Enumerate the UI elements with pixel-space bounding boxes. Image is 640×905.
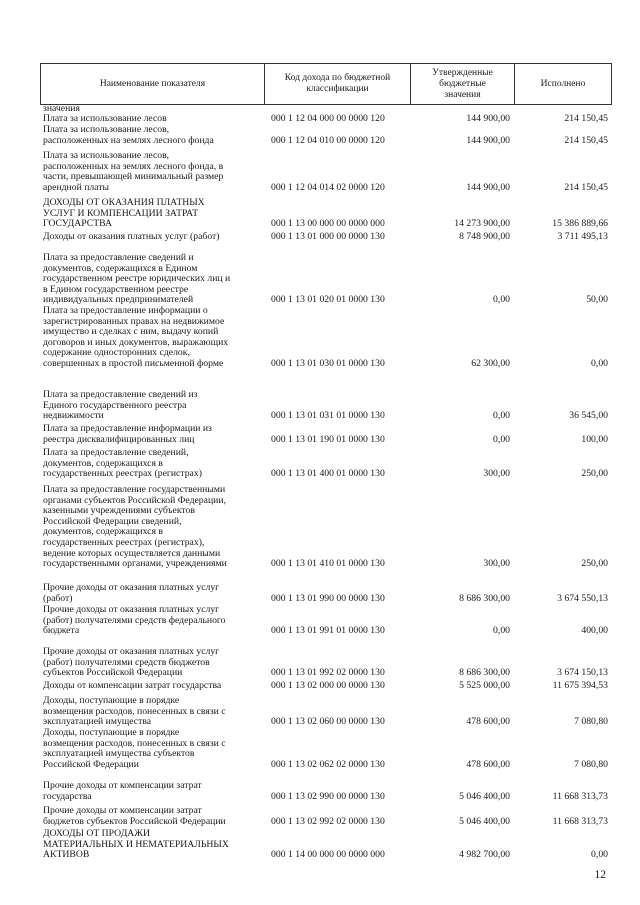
table-row: [0, 681, 640, 692]
row-executed: 214 150,45: [564, 134, 608, 146]
row-approved: 4 982 700,00: [459, 849, 510, 861]
row-name: Доходы от компенсации затрат государства: [43, 680, 222, 691]
table-row: [0, 696, 640, 728]
row-code: 000 1 13 01 031 01 0000 130: [271, 410, 385, 422]
row-code: 000 1 12 04 010 00 0000 120: [271, 134, 385, 146]
row-approved: 62 300,00: [471, 358, 510, 369]
header-code: Код дохода по бюджетной классификации: [284, 73, 391, 94]
row-code: 000 1 13 01 030 01 0000 130: [271, 358, 385, 369]
row-name: Прочие доходы от оказания платных услуг (работ) получателями средств бюджетов субъектов Российской Федерации: [43, 646, 220, 679]
table-row: [0, 781, 640, 802]
row-approved: 14 273 900,00: [454, 218, 510, 230]
row-code: 000 1 13 00 000 00 0000 000: [271, 218, 385, 230]
row-approved: 5 525 000,00: [459, 680, 510, 691]
row-executed: 3 711 495,13: [557, 231, 608, 242]
row-approved: 300,00: [483, 558, 510, 570]
row-approved: 5 046 400,00: [459, 815, 510, 827]
row-code: 000 1 13 01 020 01 0000 130: [271, 294, 385, 306]
row-executed: 100,00: [581, 433, 608, 445]
row-name: Плата за предоставление информации из реестра дисквалифицированных лиц: [43, 423, 212, 445]
row-approved: 144 900,00: [466, 113, 510, 124]
row-code: 000 1 13 01 000 00 0000 130: [271, 231, 385, 242]
row-name: значения: [43, 103, 80, 114]
row-code: 000 1 13 02 060 00 0000 130: [271, 716, 385, 728]
row-name: Плата за использование лесов, расположенных на землях лесного фонда: [43, 124, 214, 146]
table-row: [0, 424, 640, 445]
row-approved: 478 600,00: [466, 758, 510, 770]
table-row: [0, 114, 640, 125]
table-row: [0, 485, 640, 570]
row-code: 000 1 13 01 991 01 0000 130: [271, 625, 385, 637]
table-row: [0, 232, 640, 243]
row-executed: 11 668 313,73: [552, 815, 608, 827]
table-row: [0, 605, 640, 637]
row-code: 000 1 14 00 000 00 0000 000: [271, 849, 385, 861]
row-approved: 8 686 300,00: [459, 592, 510, 604]
row-name: Плата за использование лесов, расположенных на землях лесного фонда, в части, превышающей минимальный размер арендной платы: [43, 150, 224, 193]
table-row: [0, 647, 640, 679]
header-executed: Исполнено: [540, 78, 586, 89]
table-row: [0, 125, 640, 146]
row-approved: 8 686 300,00: [459, 667, 510, 679]
table-row: [0, 829, 640, 861]
row-executed: 400,00: [581, 625, 608, 637]
row-name: Плата за предоставление сведений и документов, содержащихся в Едином государственном реестре юридических лиц и в Едином государственном реестре индивидуальных предпринимателей: [43, 252, 231, 306]
row-code: 000 1 13 01 992 02 0000 130: [271, 667, 385, 679]
row-name: Плата за предоставление государственными органами субъектов Российской Федерации, казенными учреждениями субъектов Российской Федерации сведений, документов, содержащихся в государственных реестрах (регистрах), ведение которых осуществляется данными государственными органами, учреждениями: [43, 484, 227, 570]
row-name: Прочие доходы от компенсации затрат государства: [43, 780, 202, 802]
row-approved: 144 900,00: [466, 134, 510, 146]
row-executed: 7 080,80: [574, 716, 608, 728]
row-name: Прочие доходы от компенсации затрат бюджетов субъектов Российской Федерации: [43, 805, 226, 827]
row-executed: 3 674 550,13: [557, 592, 608, 604]
row-name: Доходы, поступающие в порядке возмещения расходов, понесенных в связи с эксплуатацией имущества: [43, 695, 226, 728]
row-name: Плата за предоставление сведений, документов, содержащихся в государственных реестрах (регистрах): [43, 447, 202, 480]
row-name: ДОХОДЫ ОТ ОКАЗАНИЯ ПЛАТНЫХ УСЛУГ И КОМПЕНСАЦИИ ЗАТРАТ ГОСУДАРСТВА: [43, 197, 205, 230]
row-executed: 250,00: [581, 558, 608, 570]
header-approved: Утвержденные бюджетные значения: [432, 67, 493, 100]
table-row: [0, 198, 640, 230]
row-code: 000 1 13 01 410 01 0000 130: [271, 558, 385, 570]
table-row: [0, 806, 640, 827]
table-row: [0, 583, 640, 604]
row-code: 000 1 13 02 990 00 0000 130: [271, 790, 385, 802]
row-approved: 0,00: [493, 625, 510, 637]
row-name: Плата за использование лесов: [43, 113, 167, 124]
page-number: 12: [594, 869, 606, 881]
table-row: [0, 151, 640, 193]
row-code: 000 1 13 01 190 01 0000 130: [271, 433, 385, 445]
row-approved: 144 900,00: [466, 181, 510, 193]
row-code: 000 1 13 02 000 00 0000 130: [271, 680, 385, 691]
row-approved: 8 748 900,00: [459, 231, 510, 242]
row-executed: 11 668 313,73: [552, 790, 608, 802]
row-executed: 3 674 150,13: [557, 667, 608, 679]
row-executed: 0,00: [591, 358, 608, 369]
row-executed: 15 386 889,66: [552, 218, 608, 230]
row-name: Доходы, поступающие в порядке возмещения расходов, понесенных в связи с эксплуатацией имущества субъектов Российской Федерации: [43, 727, 226, 770]
row-approved: 5 046 400,00: [459, 790, 510, 802]
row-executed: 214 150,45: [564, 113, 608, 124]
row-executed: 11 675 394,53: [552, 680, 608, 691]
table-row: [0, 390, 640, 422]
row-code: 000 1 13 02 992 02 0000 130: [271, 815, 385, 827]
row-executed: 7 080,80: [574, 758, 608, 770]
row-executed: 50,00: [586, 294, 608, 306]
row-code: 000 1 12 04 014 02 0000 120: [271, 181, 385, 193]
row-approved: 0,00: [493, 294, 510, 306]
row-name: Доходы от оказания платных услуг (работ): [43, 231, 220, 242]
row-executed: 250,00: [581, 468, 608, 480]
row-executed: 214 150,45: [564, 181, 608, 193]
row-approved: 478 600,00: [466, 716, 510, 728]
row-code: 000 1 13 02 062 02 0000 130: [271, 758, 385, 770]
row-code: 000 1 13 01 400 01 0000 130: [271, 468, 385, 480]
row-name: Прочие доходы от оказания платных услуг (работ): [43, 582, 220, 604]
row-name: Плата за предоставление сведений из Единого государственного реестра недвижимости: [43, 389, 198, 422]
table-row: [0, 728, 640, 770]
row-approved: 0,00: [493, 410, 510, 422]
table-row: [0, 306, 640, 370]
row-code: 000 1 12 04 000 00 0000 120: [271, 113, 385, 124]
table-row: [0, 448, 640, 480]
row-name: Прочие доходы от оказания платных услуг (работ) получателями средств федерального бюджета: [43, 604, 226, 637]
row-name: ДОХОДЫ ОТ ПРОДАЖИ МАТЕРИАЛЬНЫХ И НЕМАТЕРИАЛЬНЫХ АКТИВОВ: [43, 828, 229, 861]
row-approved: 300,00: [483, 468, 510, 480]
row-code: 000 1 13 01 990 00 0000 130: [271, 592, 385, 604]
row-executed: 0,00: [591, 849, 608, 861]
row-approved: 0,00: [493, 433, 510, 445]
row-name: Плата за предоставление информации о зарегистрированных правах на недвижимое имущество и сделках с ним, выдачу копий договоров и иных документов, выражающих содержание односторонних сделок, совершенных в простой письменной форме: [43, 305, 229, 369]
table-row: [0, 253, 640, 306]
header-name: Наименование показателя: [99, 78, 206, 89]
row-executed: 36 545,00: [569, 410, 608, 422]
